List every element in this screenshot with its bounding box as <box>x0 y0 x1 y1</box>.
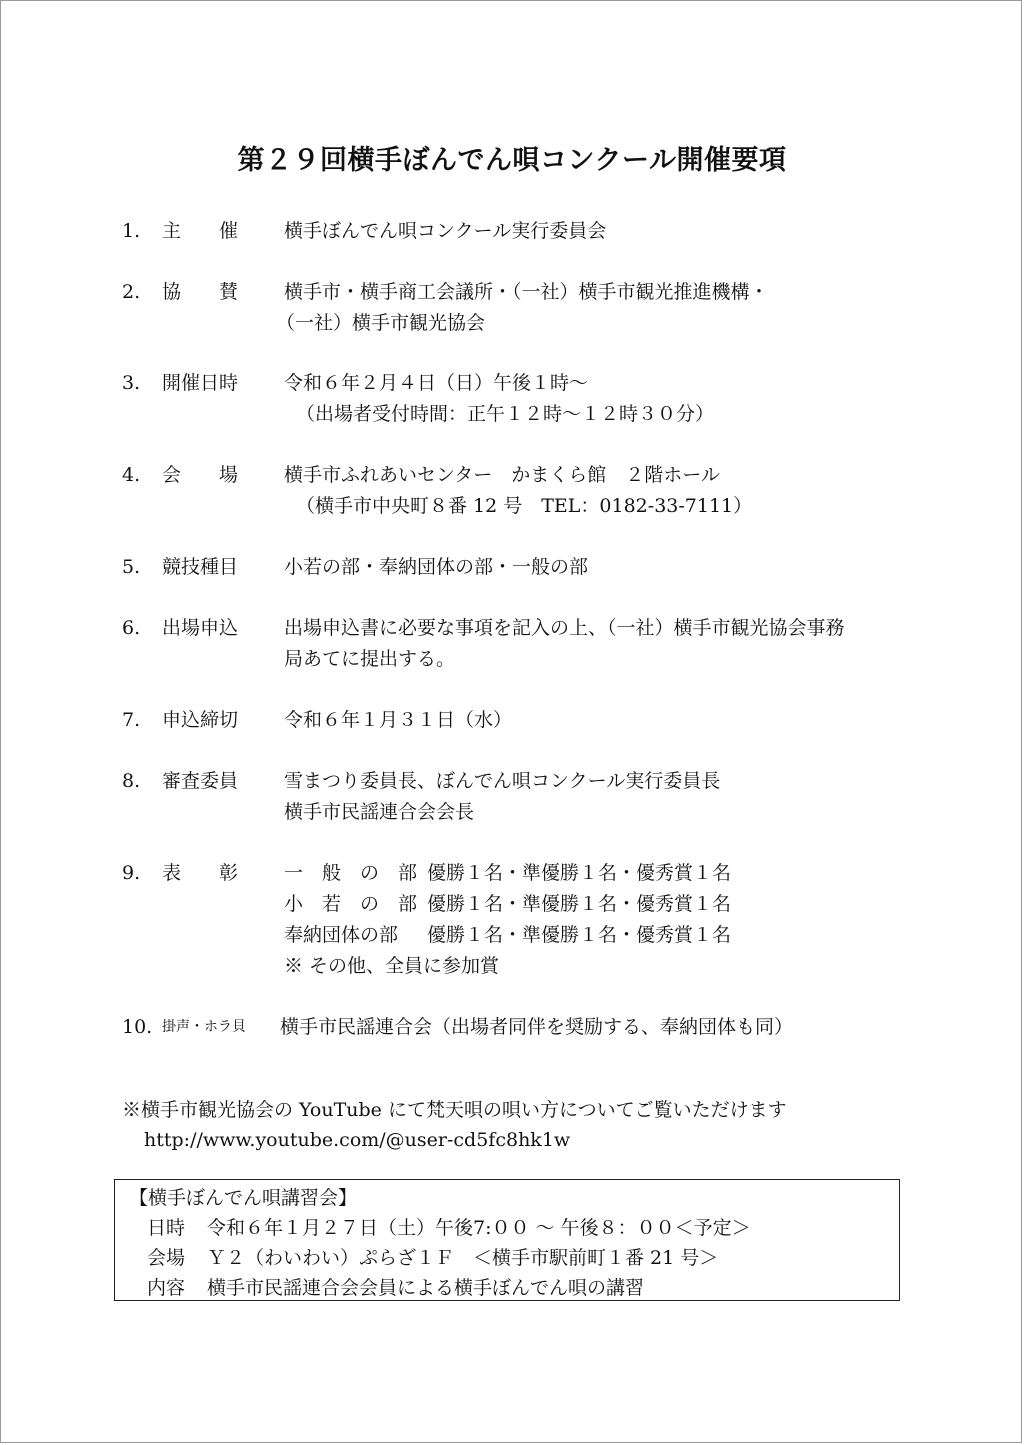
youtube-note <box>122 1095 787 1155</box>
item-label: 会 場 <box>162 464 239 486</box>
award-category: 奉納団体の部 <box>284 924 399 946</box>
item-line: 令和６年１月３１日（水） <box>284 709 513 731</box>
item-label: 表 彰 <box>162 862 239 884</box>
item-label: 主 催 <box>162 220 239 242</box>
item-number: 2. <box>122 281 141 303</box>
award-prizes: 優勝１名・準優勝１名・優秀賞１名 <box>427 893 732 915</box>
item-line: （一社）横手市観光協会 <box>276 312 486 334</box>
workshop-box <box>114 1179 900 1301</box>
item-label: 申込締切 <box>162 709 239 731</box>
item-line: 令和６年２月４日（日）午後１時〜 <box>284 372 589 394</box>
workshop-heading: 【横手ぼんでん唄講習会】 <box>129 1187 358 1209</box>
item-line: 出場申込書に必要な事項を記入の上、（一社）横手市観光協会事務 <box>284 617 845 639</box>
award-prizes: 優勝１名・準優勝１名・優秀賞１名 <box>427 862 732 884</box>
item-line: 横手ぼんでん唄コンクール実行委員会 <box>284 220 607 242</box>
item-content <box>284 858 912 982</box>
award-category: 小 若 の 部 <box>284 893 418 915</box>
workshop-date-value: 令和６年１月２７日（土）午後7:００ 〜 午後８：００＜予定＞ <box>207 1217 751 1239</box>
workshop-date-label: 日時 <box>147 1217 186 1239</box>
item-number: 6. <box>122 617 141 639</box>
item-content <box>284 613 912 675</box>
page-title: 第２９回横手ぼんでん唄コンクール開催要項 <box>237 145 787 176</box>
workshop-venue-value: Ｙ２（わいわい）ぷらざ１Ｆ ＜横手市駅前町１番 21 号＞ <box>207 1247 719 1269</box>
item-label: 掛声・ホラ貝 <box>162 1019 246 1035</box>
workshop-content-value: 横手市民謡連合会会員による横手ぼんでん唄の講習 <box>207 1277 645 1299</box>
workshop-venue-row <box>129 1243 899 1273</box>
award-note: ※ その他、全員に参加賞 <box>284 955 500 977</box>
workshop-date-row <box>129 1213 899 1243</box>
award-category: 一 般 の 部 <box>284 862 418 884</box>
item-line: 横手市ふれあいセンター かまくら館 ２階ホール <box>284 464 720 486</box>
item-number: 1. <box>122 220 141 242</box>
item-number: 5. <box>122 556 141 578</box>
item-label: 競技種目 <box>162 556 239 578</box>
item-content <box>284 460 912 522</box>
item-line: 雪まつり委員長、ぼんでん唄コンクール実行委員長 <box>284 770 721 792</box>
award-prizes: 優勝１名・準優勝１名・優秀賞１名 <box>427 924 732 946</box>
youtube-link[interactable]: http://www.youtube.com/@user-cd5fc8hk1w <box>144 1129 571 1151</box>
item-line: 横手市民謡連合会（出場者同伴を奨励する、奉納団体も同） <box>280 1016 794 1038</box>
item-number: 7. <box>122 709 141 731</box>
item-number: 10. <box>122 1016 153 1038</box>
item-line: 局あてに提出する。 <box>284 648 456 670</box>
youtube-note-text: ※横手市観光協会の YouTube にて梵天唄の唄い方についてご覧いただけます <box>122 1099 787 1121</box>
item-line: 小若の部・奉納団体の部・一般の部 <box>284 556 589 578</box>
item-number: 4. <box>122 464 141 486</box>
award-row <box>284 858 912 889</box>
item-content <box>284 368 912 430</box>
item-number: 9. <box>122 862 141 884</box>
workshop-content-label: 内容 <box>147 1277 186 1299</box>
item-content <box>284 216 912 247</box>
item-content <box>276 277 912 339</box>
item-label: 開催日時 <box>162 372 239 394</box>
workshop-content-row <box>129 1273 899 1303</box>
award-row <box>284 920 912 951</box>
item-number: 8. <box>122 770 141 792</box>
item-line: （出場者受付時間：正午１２時〜１２時３０分） <box>296 403 715 425</box>
award-row <box>284 889 912 920</box>
item-content <box>284 766 912 828</box>
item-number: 3. <box>122 372 141 394</box>
item-content <box>284 552 912 583</box>
item-line: （横手市中央町８番 12 号 TEL：0182-33-7111） <box>296 495 753 517</box>
item-content <box>284 705 912 736</box>
item-line: 横手市民謡連合会会長 <box>284 801 475 823</box>
workshop-venue-label: 会場 <box>147 1247 186 1269</box>
item-label: 協 賛 <box>162 281 239 303</box>
item-line: 横手市・横手商工会議所・（一社）横手市観光推進機構・ <box>284 281 769 303</box>
item-label: 審査委員 <box>162 770 239 792</box>
item-label: 出場申込 <box>162 617 239 639</box>
